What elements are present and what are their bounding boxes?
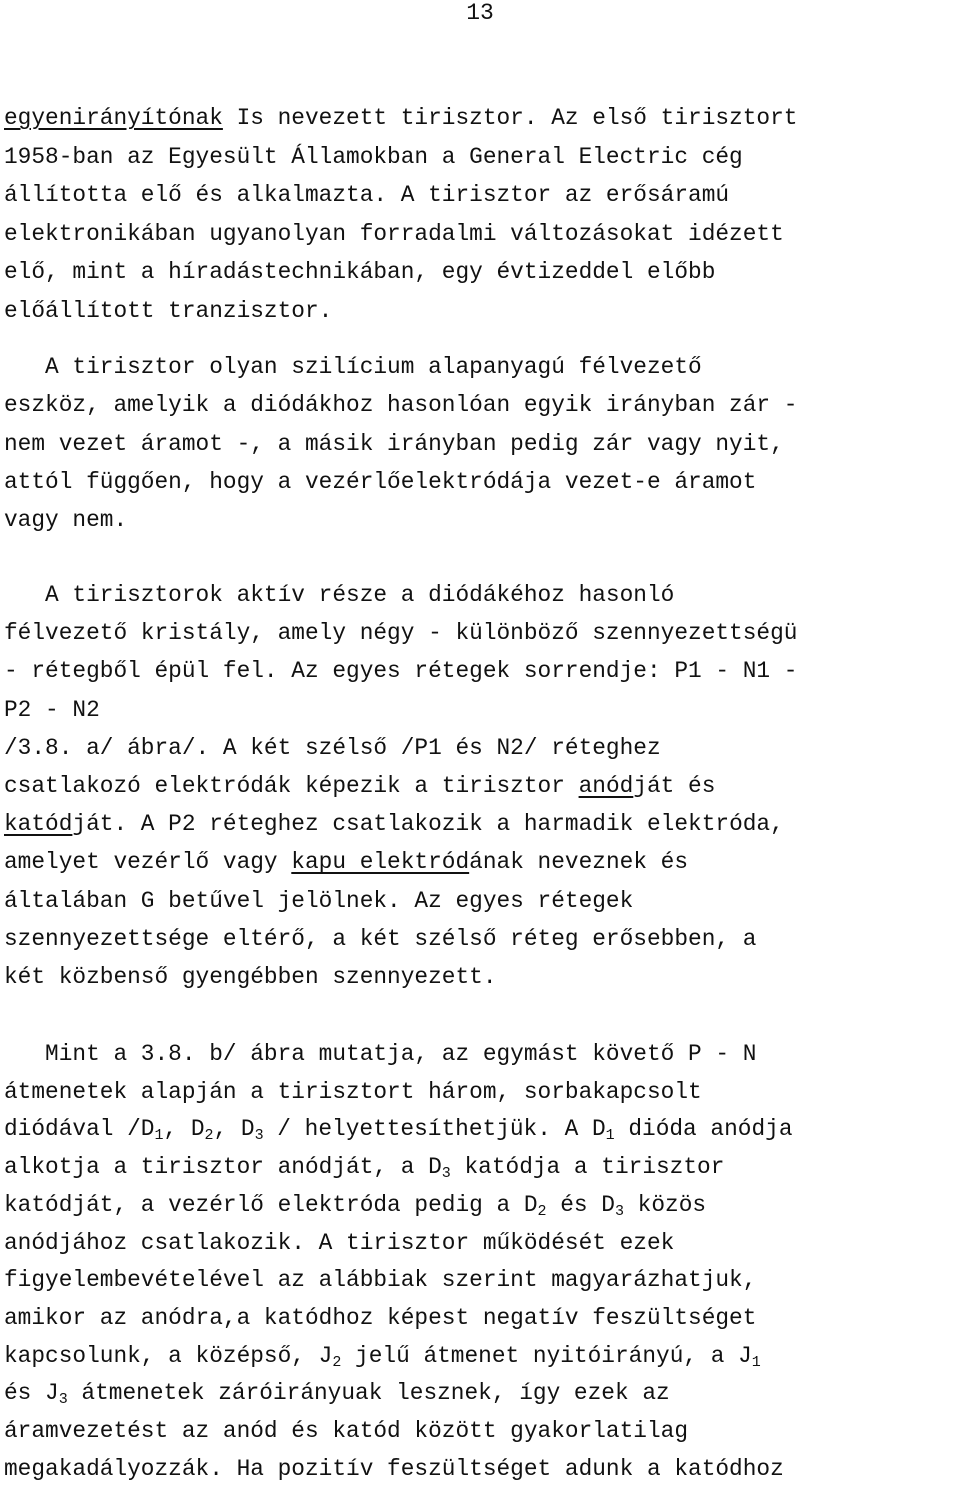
page-number: 13	[466, 0, 494, 26]
text-line	[4, 1111, 960, 1149]
text-segment: dióda anódja	[614, 1116, 793, 1143]
subscript: 3	[254, 1127, 264, 1145]
text-line	[4, 1413, 960, 1451]
subscript: 3	[614, 1202, 624, 1220]
text-segment: A tirisztorok aktív része a diódákéhoz hasonló	[4, 582, 675, 608]
text-segment: amelyet vezérlő vagy	[4, 849, 292, 876]
text-line	[4, 843, 960, 881]
text-line	[4, 614, 960, 652]
text-line	[4, 253, 960, 292]
text-segment: diódával /D	[4, 1116, 155, 1143]
text-line	[4, 767, 960, 805]
subscript: 1	[751, 1353, 761, 1371]
text-segment: katódját, a vezérlő elektróda pedig a D	[4, 1191, 538, 1218]
text-segment: Is nevezett tirisztor. Az első tirisztort	[222, 105, 798, 131]
text-line	[4, 958, 960, 996]
text-line	[4, 138, 960, 177]
text-segment: P2 - N2	[4, 696, 100, 723]
underlined-term: kapu elektród	[291, 849, 470, 876]
text-segment: előállított tranzisztor.	[4, 297, 333, 324]
text-segment: katódja a tirisztor	[450, 1154, 725, 1181]
text-line	[4, 501, 960, 539]
text-segment: csatlakozó elektródák képezik a tirisztor	[4, 773, 579, 800]
text-segment: vagy nem.	[4, 507, 128, 534]
text-segment: anódjához csatlakozik. A tirisztor működését ezek	[4, 1229, 675, 1256]
paragraph-3	[4, 576, 960, 996]
text-line	[4, 1375, 960, 1413]
text-line	[4, 1149, 960, 1187]
text-segment: elő, mint a híradástechnikában, egy évtizeddel előbb	[4, 259, 716, 285]
text-segment: és D	[546, 1191, 615, 1218]
paragraph-4	[4, 1036, 960, 1488]
text-segment: ját és	[633, 773, 716, 800]
text-segment: átmenetek záróirányuak lesznek, így ezek az	[67, 1380, 670, 1407]
text-line	[4, 99, 960, 138]
text-segment: eszköz, amelyik a diódákhoz hasonlóan egyik irányban zár -	[4, 392, 798, 419]
subscript: 2	[537, 1202, 547, 1220]
text-segment: és J	[4, 1380, 59, 1407]
text-segment: közös	[623, 1191, 707, 1218]
paragraph-1	[4, 99, 960, 330]
text-line	[4, 1262, 960, 1300]
text-segment: két közbenső gyengébben szennyezett.	[4, 964, 497, 991]
text-line	[4, 1036, 960, 1074]
subscript: 3	[441, 1165, 451, 1183]
text-segment: átmenetek alapján a tirisztort három, sorbakapcsolt	[4, 1078, 702, 1105]
text-segment: ának neveznek és	[469, 849, 689, 876]
text-line	[4, 805, 960, 843]
subscript: 2	[332, 1353, 342, 1371]
text-segment: / helyettesíthetjük. A D	[263, 1116, 606, 1143]
text-segment: Mint a 3.8. b/ ábra mutatja, az egymást követő P - N	[4, 1041, 757, 1067]
text-line	[4, 1187, 960, 1225]
text-segment: elektronikában ugyanolyan forradalmi változásokat idézett	[4, 220, 784, 247]
text-line	[4, 1300, 960, 1338]
text-segment: 1958-ban az Egyesült Államokban a General Electric cég	[4, 143, 743, 170]
text-line	[4, 463, 960, 501]
text-line	[4, 652, 960, 690]
text-segment: kapcsolunk, a középső, J	[4, 1342, 333, 1369]
text-line	[4, 1225, 960, 1263]
text-line	[4, 1451, 960, 1488]
text-line	[4, 691, 960, 729]
text-segment: , D	[163, 1116, 205, 1143]
text-segment: amikor az anódra,a katódhoz képest negatív feszültséget	[4, 1304, 757, 1331]
text-segment: állította elő és alkalmazta. A tirisztor az erősáramú	[4, 182, 730, 208]
paragraph-2	[4, 348, 960, 539]
text-line	[4, 292, 960, 331]
text-segment: szennyezettsége eltérő, a két szélső réteg erősebben, a	[4, 925, 757, 952]
subscript: 3	[58, 1391, 68, 1409]
text-segment: /3.8. a/ ábra/. A két szélső /P1 és N2/ réteghez	[4, 734, 661, 761]
text-line	[4, 576, 960, 614]
text-segment: - rétegből épül fel. Az egyes rétegek sorrendje: P1 - N1 -	[4, 658, 798, 685]
text-segment: A tirisztor olyan szilícium alapanyagú félvezető	[4, 354, 702, 380]
text-segment: megakadályozzák. Ha pozitív feszültséget adunk a katódhoz	[4, 1455, 784, 1482]
text-line	[4, 176, 960, 215]
text-line	[4, 348, 960, 386]
text-segment: áramvezetést az anód és katód között gyakorlatilag	[4, 1418, 689, 1445]
text-line	[4, 1338, 960, 1376]
text-line	[4, 882, 960, 920]
underlined-term: egyenirányítónak	[4, 105, 223, 131]
text-segment: alkotja a tirisztor anódját, a D	[4, 1154, 442, 1181]
text-line	[4, 1074, 960, 1112]
text-line	[4, 920, 960, 958]
text-line	[4, 386, 960, 424]
text-segment: nem vezet áramot -, a másik irányban pedig zár vagy nyit,	[4, 430, 784, 457]
text-line	[4, 425, 960, 463]
text-segment: ját. A P2 réteghez csatlakozik a harmadik elektróda,	[72, 811, 784, 838]
text-line	[4, 215, 960, 254]
text-segment: félvezető kristály, amely négy - különböző szennyezettségü	[4, 620, 798, 647]
underlined-term: anód	[578, 773, 634, 800]
subscript: 1	[605, 1127, 615, 1145]
text-segment: figyelembevételével az alábbiak szerint magyarázhatjuk,	[4, 1267, 757, 1294]
subscript: 1	[154, 1127, 164, 1145]
text-segment: általában G betűvel jelölnek. Az egyes rétegek	[4, 887, 634, 914]
subscript: 2	[204, 1127, 214, 1145]
text-segment: attól függően, hogy a vezérlőelektródája vezet-e áramot	[4, 468, 757, 495]
text-segment: , D	[213, 1116, 255, 1143]
text-segment: jelű átmenet nyitóirányú, a J	[341, 1342, 752, 1369]
text-line	[4, 729, 960, 767]
underlined-term: katód	[4, 811, 73, 838]
